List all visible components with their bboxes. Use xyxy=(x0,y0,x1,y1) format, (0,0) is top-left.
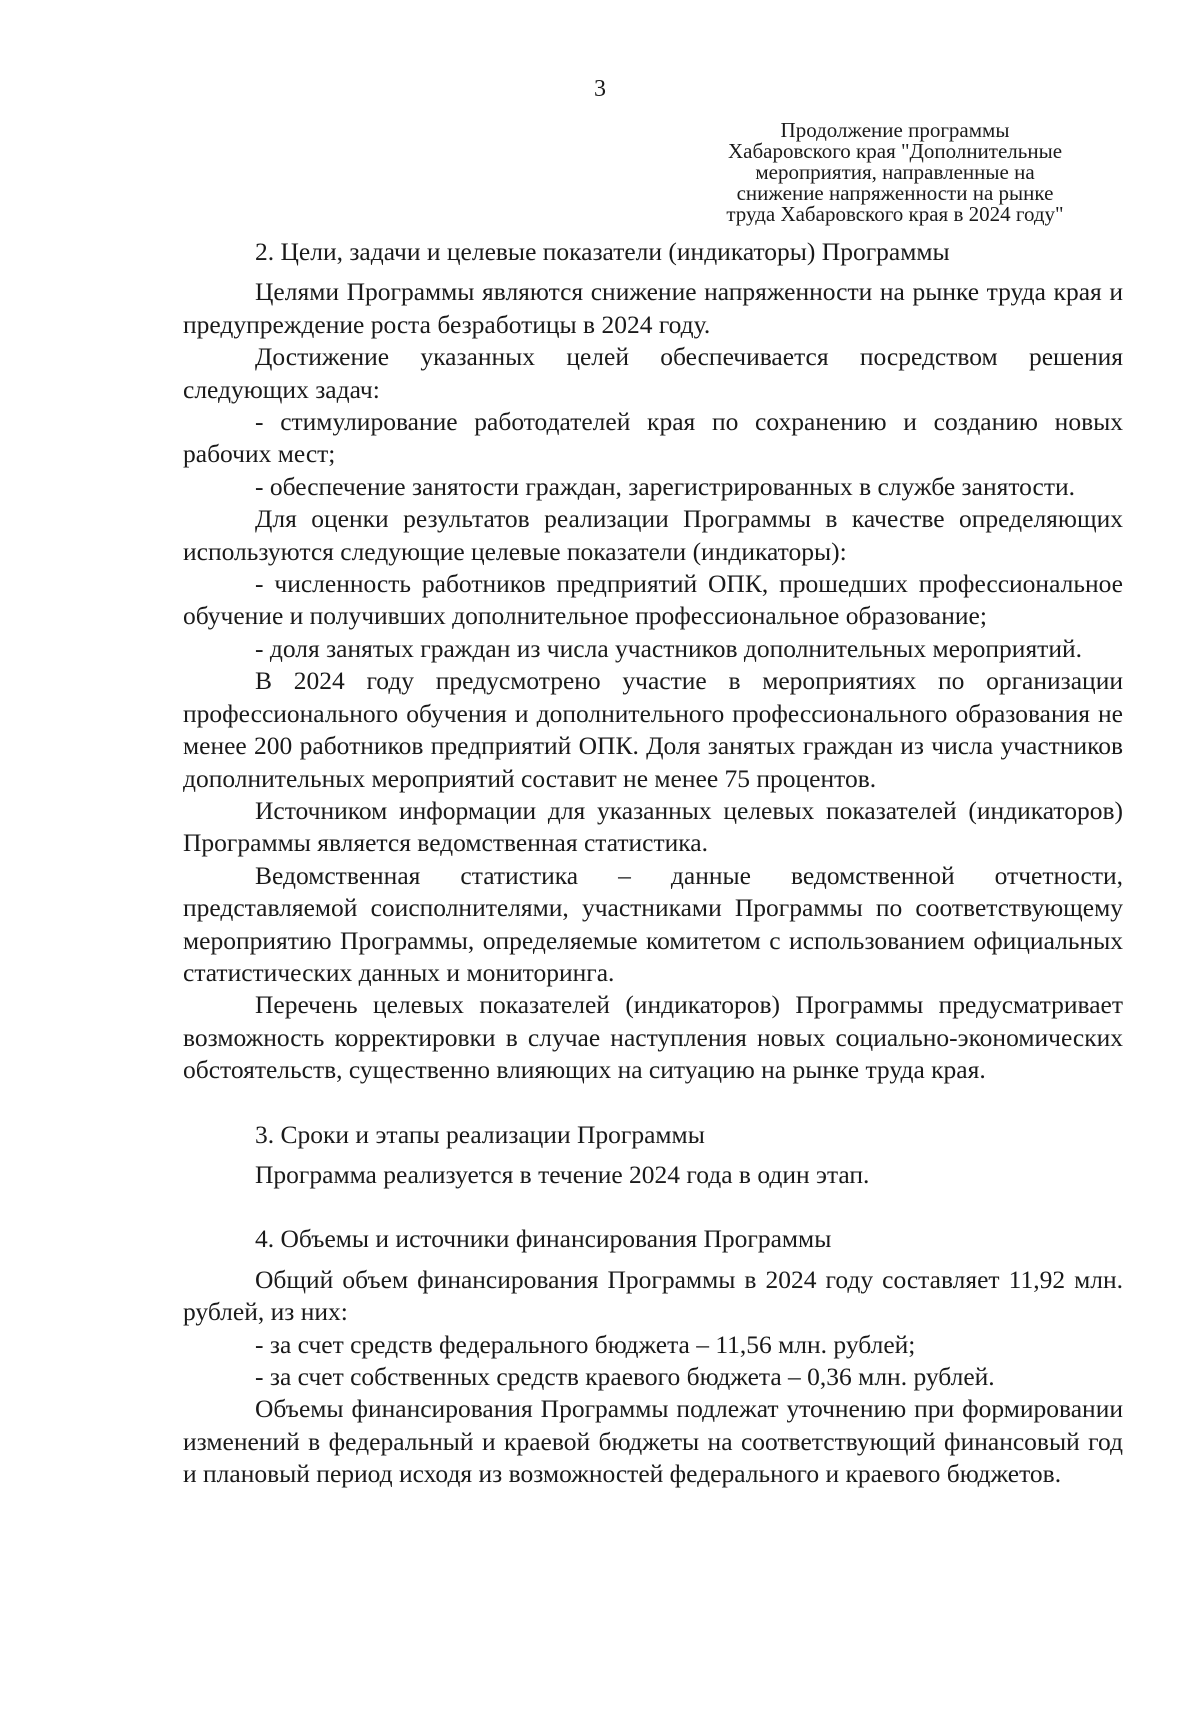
header-note-line: Хабаровского края "Дополнительные xyxy=(727,139,1063,163)
paragraph: Целями Программы являются снижение напряженности на рынке труда края и предупреждение роста безработицы в 2024 году. xyxy=(183,277,1123,339)
list-item: - численность работников предприятий ОПК, прошедших профессиональное обучение и получивших дополнительное профессиональное образование; xyxy=(183,569,1123,631)
page-number: 3 xyxy=(594,76,606,102)
paragraph: Общий объем финансирования Программы в 2024 году составляет 11,92 млн. рублей, из них: xyxy=(183,1264,1123,1327)
list-item: - за счет средств федерального бюджета – 11,56 млн. рублей; xyxy=(255,1329,916,1359)
list-item: - стимулирование работодателей края по сохранению и созданию новых рабочих мест; xyxy=(183,407,1123,469)
list-item: - за счет собственных средств краевого бюджета – 0,36 млн. рублей. xyxy=(255,1362,995,1391)
list-item: - доля занятых граждан из числа участников дополнительных мероприятий. xyxy=(255,633,1082,663)
list-item: - обеспечение занятости граждан, зарегистрированных в службе занятости. xyxy=(255,471,1075,501)
section-4-title: 4. Объемы и источники финансирования Программы xyxy=(255,1224,832,1254)
header-note xyxy=(660,120,1130,225)
header-note-line: Продолжение программы xyxy=(780,118,1010,142)
paragraph: Для оценки результатов реализации Программы в качестве определяющих используются следующие целевые показатели (индикаторы): xyxy=(183,504,1123,566)
document-body xyxy=(183,236,1123,1491)
header-note-line: снижение напряженности на рынке xyxy=(736,181,1054,205)
paragraph: Достижение указанных целей обеспечивается посредством решения следующих задач: xyxy=(183,342,1123,404)
paragraph: Объемы финансирования Программы подлежат уточнению при формировании изменений в федеральный и краевой бюджеты на соответствующий финансовый год и плановый период исходя из возможностей федерального и краевого бюджетов. xyxy=(183,1394,1123,1489)
paragraph: Источником информации для указанных целевых показателей (индикаторов) Программы является ведомственная статистика. xyxy=(183,795,1123,858)
paragraph: В 2024 году предусмотрено участие в мероприятиях по организации профессионального обучения и дополнительного профессионального образования не менее 200 работников предприятий ОПК. Доля занятых граждан из числа участников дополнительных мероприятий составит не менее 75 процентов. xyxy=(183,666,1123,793)
paragraph: Программа реализуется в течение 2024 года в один этап. xyxy=(255,1159,870,1189)
section-3-title: 3. Сроки и этапы реализации Программы xyxy=(255,1119,705,1149)
section-2-title: 2. Цели, задачи и целевые показатели (индикаторы) Программы xyxy=(255,237,950,266)
header-note-line: труда Хабаровского края в 2024 году" xyxy=(726,202,1064,226)
paragraph: Перечень целевых показателей (индикаторов) Программы предусматривает возможность корректировки в случае наступления новых социально-экономических обстоятельств, существенно влияющих на ситуацию на рынке труда края. xyxy=(183,990,1123,1085)
header-note-line: мероприятия, направленные на xyxy=(755,160,1035,184)
paragraph: Ведомственная статистика – данные ведомственной отчетности, представляемой соисполнителями, участниками Программы по соответствующему мероприятию Программы, определяемые комитетом с использованием официальных статистических данных и мониторинга. xyxy=(183,860,1123,987)
